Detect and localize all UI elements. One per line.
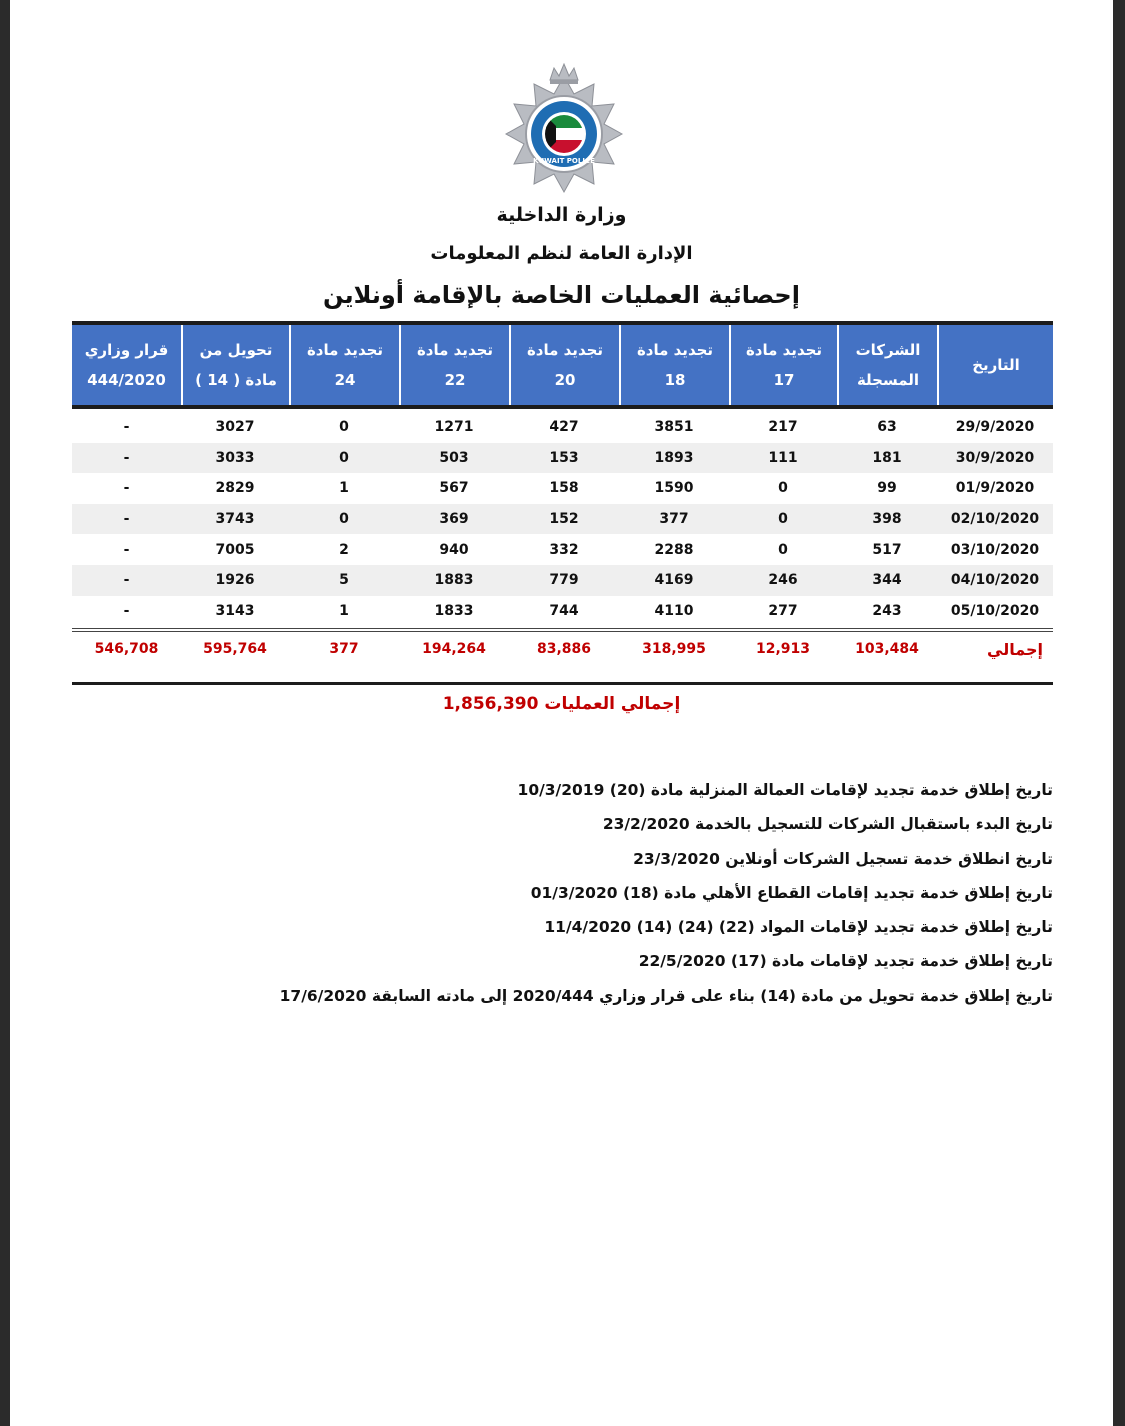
table-cell: 344 <box>872 572 902 589</box>
total-cell: 194,264 <box>422 641 486 658</box>
table-cell: 153 <box>549 449 579 466</box>
table-cell: 2288 <box>654 541 694 558</box>
column-header-line1: تجديد مادة <box>306 341 384 359</box>
service-dates-list <box>153 775 1053 1015</box>
column-header-line2: 17 <box>773 371 795 389</box>
table-row <box>72 504 1053 535</box>
table-cell: - <box>123 419 130 436</box>
table-cell: 01/9/2020 <box>955 480 1035 497</box>
list-item: تاريخ إطلاق خدمة تجديد إقامات القطاع الأهلي مادة (18) 01/3/2020 <box>530 883 1053 902</box>
kuwait-police-emblem-icon <box>499 60 629 195</box>
table-cell: 243 <box>872 602 902 619</box>
table-row <box>72 412 1053 443</box>
table-cell: 03/10/2020 <box>950 541 1040 558</box>
table-cell: 152 <box>549 511 579 528</box>
column-header-line2: المسجلة <box>856 371 920 389</box>
table-cell: - <box>123 480 130 497</box>
table-cell: - <box>123 541 130 558</box>
table-row <box>72 473 1053 504</box>
crown-icon <box>550 64 578 84</box>
totals-label: إجمالي <box>987 639 1043 659</box>
table-cell: 63 <box>877 419 897 436</box>
table-cell: 02/10/2020 <box>950 511 1040 528</box>
column-header-line1: التاريخ <box>972 356 1020 374</box>
table-cell: 181 <box>872 449 902 466</box>
table-cell: 1893 <box>654 449 694 466</box>
column-header-date <box>937 325 1053 405</box>
table-cell: 04/10/2020 <box>950 572 1040 589</box>
table-cell: 3033 <box>215 449 255 466</box>
table-cell: 427 <box>549 419 579 436</box>
table-cell: 377 <box>659 511 689 528</box>
total-cell: 546,708 <box>94 641 159 658</box>
list-item: تاريخ البدء باستقبال الشركات للتسجيل بالخدمة 23/2/2020 <box>602 815 1053 834</box>
table-cell: - <box>123 572 130 589</box>
column-header-transfer14 <box>181 325 289 405</box>
table-cell: 277 <box>768 602 798 619</box>
table-cell: 05/10/2020 <box>950 602 1040 619</box>
list-item: تاريخ إطلاق خدمة تجديد لإقامات العمالة المنزلية مادة (20) 10/3/2019 <box>517 781 1053 799</box>
table-cell: 517 <box>872 541 902 558</box>
ministry-name: وزارة الداخلية <box>496 204 627 226</box>
table-cell: 29/9/2020 <box>955 419 1035 436</box>
column-header-art17 <box>729 325 837 405</box>
table-cell: 1 <box>339 480 349 497</box>
statistics-table <box>72 321 1053 666</box>
table-cell: 111 <box>768 449 798 466</box>
list-item: تاريخ إطلاق خدمة تجديد لإقامات المواد (22) (24) (14) 11/4/2020 <box>544 918 1053 937</box>
table-cell: 30/9/2020 <box>955 449 1035 466</box>
table-bottom-divider <box>72 682 1053 685</box>
table-row <box>72 534 1053 565</box>
table-cell: 158 <box>549 480 579 497</box>
table-cell: 940 <box>439 541 469 558</box>
column-header-line1: تجديد مادة <box>745 341 823 359</box>
column-header-line1: الشركات <box>855 341 921 359</box>
column-header-ministerial-decision <box>72 325 181 405</box>
table-cell: 3143 <box>215 602 255 619</box>
total-cell: 377 <box>329 641 359 658</box>
table-row <box>72 443 1053 474</box>
table-cell: 369 <box>439 511 469 528</box>
column-header-line2: 22 <box>444 371 466 389</box>
table-cell: 0 <box>778 480 788 497</box>
column-header-art24 <box>289 325 399 405</box>
column-header-line2: 20 <box>554 371 576 389</box>
list-item: تاريخ إطلاق خدمة تجديد لإقامات مادة (17) 22/5/2020 <box>638 952 1053 971</box>
table-cell: 4169 <box>654 572 694 589</box>
table-row <box>72 565 1053 596</box>
table-cell: 3743 <box>215 511 255 528</box>
column-header-art22 <box>399 325 509 405</box>
table-cell: 0 <box>339 511 349 528</box>
emblem-svg <box>499 60 629 195</box>
table-cell: 217 <box>768 419 798 436</box>
total-cell: 103,484 <box>855 641 919 658</box>
table-cell: 0 <box>778 511 788 528</box>
column-header-line2: 18 <box>664 371 686 389</box>
list-item: تاريخ انطلاق خدمة تسجيل الشركات أونلاين 23/3/2020 <box>633 849 1053 868</box>
table-cell: - <box>123 602 130 619</box>
emblem-text: KUWAIT POLICE <box>533 157 595 165</box>
column-header-line1: تجديد مادة <box>526 341 604 359</box>
table-cell: 1883 <box>434 572 474 589</box>
table-cell: 1590 <box>654 480 694 497</box>
table-cell: 2 <box>339 541 349 558</box>
column-header-companies <box>837 325 937 405</box>
table-cell: 503 <box>439 449 469 466</box>
column-header-art20 <box>509 325 619 405</box>
table-cell: 398 <box>872 511 902 528</box>
table-cell: 1833 <box>434 602 474 619</box>
table-cell: - <box>123 449 130 466</box>
table-cell: 3027 <box>215 419 255 436</box>
total-cell: 595,764 <box>203 641 267 658</box>
table-body <box>72 409 1053 626</box>
table-cell: 1926 <box>215 572 255 589</box>
column-header-line2: 24 <box>334 371 356 389</box>
table-cell: 0 <box>778 541 788 558</box>
column-header-line1: تجديد مادة <box>416 341 494 359</box>
table-cell: 0 <box>339 419 349 436</box>
table-cell: 744 <box>549 602 579 619</box>
table-cell: 779 <box>549 572 579 589</box>
table-cell: 3851 <box>654 419 694 436</box>
table-cell: 99 <box>877 480 897 497</box>
table-header <box>72 321 1053 409</box>
table-cell: 332 <box>549 541 579 558</box>
page-title: إحصائية العمليات الخاصة بالإقامة أونلاين <box>323 281 800 309</box>
document-page <box>10 0 1113 1426</box>
column-header-line1: قرار وزاري <box>84 341 169 359</box>
department-name: الإدارة العامة لنظم المعلومات <box>430 243 693 264</box>
table-cell: 1271 <box>434 419 474 436</box>
column-header-line2: مادة ( 14 ) <box>195 371 277 389</box>
list-item: تاريخ إطلاق خدمة تحويل من مادة (14) بناء على قرار وزاري 2020/444 إلى مادته السابقة 17/6/2020 <box>279 986 1053 1005</box>
total-cell: 318,995 <box>642 641 706 658</box>
table-cell: 0 <box>339 449 349 466</box>
table-cell: 2829 <box>215 480 255 497</box>
table-cell: - <box>123 511 130 528</box>
table-cell: 1 <box>339 602 349 619</box>
table-cell: 246 <box>768 572 798 589</box>
table-cell: 5 <box>339 572 349 589</box>
table-row <box>72 596 1053 627</box>
table-cell: 4110 <box>654 602 694 619</box>
totals-row <box>72 632 1053 666</box>
column-header-line1: تحويل من <box>199 341 273 359</box>
column-header-line2: 444/2020 <box>87 371 166 389</box>
table-cell: 567 <box>439 480 469 497</box>
grand-total: إجمالي العمليات 1,856,390 <box>442 694 681 714</box>
total-cell: 12,913 <box>755 641 811 658</box>
column-header-art18 <box>619 325 729 405</box>
column-header-line1: تجديد مادة <box>636 341 714 359</box>
total-cell: 83,886 <box>536 641 592 658</box>
table-cell: 7005 <box>215 541 255 558</box>
